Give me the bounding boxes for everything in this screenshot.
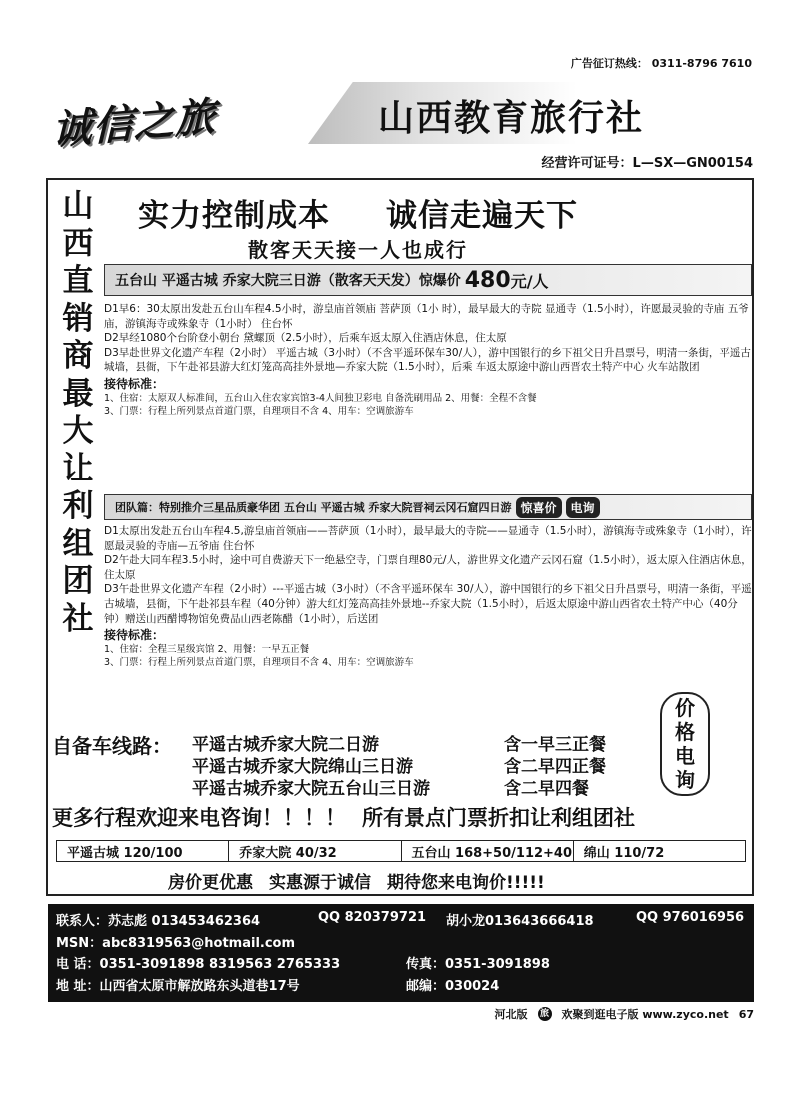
itinerary-day: D3午赴世界文化遗产车程（2小时）---平遥古城（3小时）（不含平遥环保车 30/人），游中国银行的乡下祖父日升昌票号，明清一条街，平遥古城墙，县衙，下午赴祁县车程（40分钟）游大红灯笼高高挂外景地--乔家大院（1.5小时），后返太原途中游山西省农土特产中心（40分钟）赠送山西醋博物馆免费品山西老陈醋（1小时），后送团	[104, 583, 752, 625]
itinerary-day: D1太原出发赴五台山车程4.5,游皇庙首领庙——菩萨顶（1小时），最早最大的寺院——显通寺（1.5小时），游镇海寺或殊象寺（1小时），许愿最灵验的寺庙—五爷庙 住台怀	[104, 525, 752, 552]
side-char: 让	[62, 450, 94, 487]
ticket-cell: 绵山 110/72	[583, 845, 665, 861]
side-char: 团	[62, 563, 94, 599]
contact-person-2: 胡小龙013643666418	[446, 914, 594, 929]
price-inquiry-badge	[660, 692, 710, 796]
more-info-line	[52, 802, 635, 832]
standard-line: 3、门票：行程上所列景点首道门票，自理项目不含 4、用车：空调旅游车	[104, 656, 414, 668]
route-meal: 含二早四餐	[504, 779, 589, 799]
standard-line: 1、住宿：太原双人标准间，五台山入住农家宾馆3-4人间独卫彩电 自备洗刷用品 2、用餐：全程不含餐	[104, 392, 537, 404]
license-number: 经营许可证号：L—SX—GN00154	[541, 156, 753, 171]
page-footer	[48, 1006, 754, 1022]
route-name: 平遥古城乔家大院绵山三日游	[192, 757, 413, 777]
standard-line: 3、门票：行程上所列景点首道门票，自理项目不含 4、用车：空调旅游车	[104, 405, 414, 417]
itinerary-day: D3早赴世界文化遗产车程（2小时） 平遥古城（3小时）（不含平遥环保车30/人），游中国银行的乡下祖父日升昌票号，明清一条街，平遥古城墙，县衙，下午赴祁县游大红灯笼高高挂外景地—乔家大院（1.5小时），后乘 车返太原途中游山西晋农土特产中心 火车站散团	[104, 346, 751, 374]
slogan-integrity: 诚信走遍天下	[386, 198, 578, 234]
itinerary-day: D2早经1080个台阶登小朝台 黛螺顶（2.5小时），后乘车返太原入住酒店休息，住太原	[104, 332, 507, 345]
slogan-part: 房价更优惠	[168, 873, 253, 893]
company-name: 山西教育旅行社	[378, 98, 645, 139]
ticket-cell: 乔家大院 40/32	[229, 841, 401, 861]
tour1-banner	[104, 264, 752, 296]
header	[48, 78, 753, 171]
edition: 河北版	[494, 1008, 528, 1021]
slogan-part: 期待您来电询价!!!!!	[387, 873, 545, 893]
itinerary-day: D1早6：30太原出发赴五台山车程4.5小时，游皇庙首领庙 菩萨顶（1小 时），最早最大的寺院 显通寺（1.5小时），许愿最灵验的寺庙 五爷庙，游镇海寺或殊象寺（1小时） 住台怀	[104, 303, 749, 330]
slogan-part: 实惠源于诚信	[269, 873, 371, 893]
tour1-price-unit: 元/人	[510, 271, 549, 291]
side-char: 山	[62, 188, 94, 224]
address: 地 址：山西省太原市解放路东头道巷17号	[56, 978, 300, 994]
ticket-price-table	[56, 840, 746, 862]
main-slogan	[138, 190, 578, 235]
tour2-title: 团队篇：特别推介三星品质豪华团 五台山 平遥古城 乔家大院晋祠云冈石窟四日游	[115, 501, 512, 514]
phone-inquiry-tag: 电询	[566, 497, 600, 518]
side-char: 销	[62, 300, 94, 337]
qq-1: QQ 820379721	[318, 910, 427, 925]
ad-hotline: 广告征订热线： 0311-8796 7610	[570, 57, 752, 70]
ticket-cell: 平遥古城 120/100	[57, 841, 229, 861]
badge-char: 电	[675, 744, 695, 768]
contact-bar	[48, 904, 754, 1002]
side-char: 大	[62, 413, 94, 449]
route-name: 平遥古城乔家大院二日游	[192, 735, 379, 755]
tour1-itinerary	[104, 302, 752, 418]
side-char: 商	[62, 338, 94, 374]
tour1-price: 480	[464, 267, 511, 293]
main-content	[46, 178, 754, 896]
integrity-slogan: 诚信之旅	[52, 93, 216, 155]
route-name: 平遥古城乔家大院五台山三日游	[192, 779, 430, 799]
slogan-cost: 实力控制成本	[138, 198, 330, 234]
standard-title: 接待标准：	[104, 376, 165, 391]
standard-title: 接待标准：	[104, 628, 165, 643]
contact-person-1: 联系人：苏志彪 013453462364	[56, 914, 261, 929]
side-title	[56, 188, 100, 638]
publication-logo-icon: 旅	[538, 1007, 552, 1021]
phone: 电 话：0351-3091898 8319563 2765333	[56, 957, 341, 972]
side-char: 利	[62, 488, 94, 524]
qq-2: QQ 976016956	[636, 910, 745, 925]
fax: 传真：0351-3091898	[406, 957, 550, 972]
itinerary-day: D2午赴大同车程3.5小时，途中可自费游天下一绝悬空寺，门票自理80元/人，游世界文化遗产云冈石窟（1.5小时），返太原入住酒店休息， 住太原	[104, 554, 752, 581]
side-char: 直	[62, 263, 94, 299]
standard-line: 1、住宿：全程三星级宾馆 2、用餐：一早五正餐	[104, 643, 310, 655]
site-text: 欢聚到逛电子版 www.zyco.net	[561, 1008, 729, 1021]
bottom-slogan	[168, 868, 545, 893]
badge-char: 询	[675, 768, 695, 792]
side-char: 最	[62, 375, 94, 412]
postcode: 邮编：030024	[406, 978, 500, 994]
side-char: 组	[62, 525, 94, 562]
badge-char: 价	[675, 696, 695, 720]
page-number: 67	[738, 1007, 754, 1021]
side-char: 社	[62, 600, 94, 637]
ticket-discount: 所有景点门票折扣让利组团社	[362, 806, 635, 830]
more-consult: 更多行程欢迎来电咨询！！！！	[52, 806, 346, 830]
badge-char: 格	[675, 720, 695, 744]
route-meal: 含一早三正餐	[504, 735, 606, 755]
tour2-banner	[104, 494, 752, 520]
sub-slogan: 散客天天接一人也成行	[248, 238, 468, 262]
msn: MSN：abc8319563@hotmail.com	[56, 935, 296, 951]
ticket-cell: 五台山 168+50/112+40	[402, 841, 574, 861]
route-item	[192, 774, 589, 799]
side-char: 西	[62, 225, 94, 262]
self-drive-label: 自备车线路：	[52, 734, 172, 758]
surprise-price-tag: 惊喜价	[516, 497, 562, 518]
route-meal: 含二早四正餐	[504, 757, 606, 777]
tour2-itinerary	[104, 524, 752, 669]
tour1-title: 五台山 平遥古城 乔家大院三日游（散客天天发）惊爆价	[115, 273, 461, 289]
